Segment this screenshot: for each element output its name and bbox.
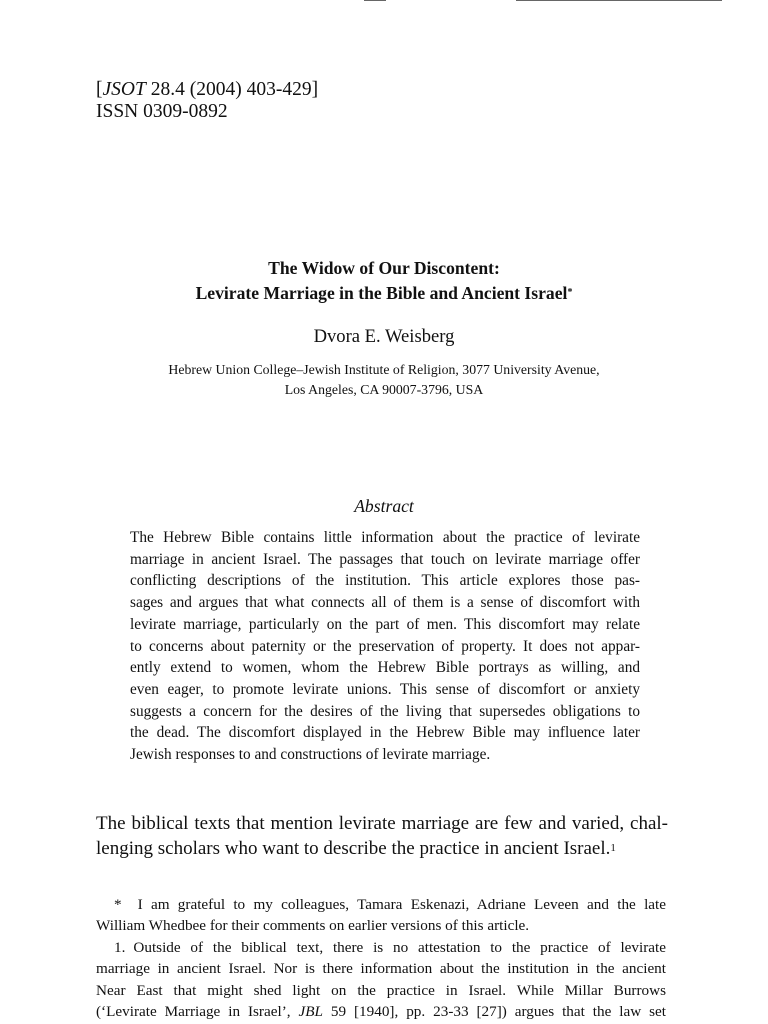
footnote-1-line-2: marriage in ancient Israel. Nor is there information about the institution in the ancient [96,960,666,978]
abstract-body [130,527,640,766]
body-line-1: The biblical texts that mention levirate marriage are few and varied, chal- [96,813,668,834]
abstract-line: suggests a concern for the desires of the living that supersedes obligations to [130,702,640,720]
citation-volume: 28.4 (2004) 403-429] [145,79,319,100]
abstract-line: Jewish responses to and constructions of levirate marriage. [130,746,491,764]
author-name: Dvora E. Weisberg [313,326,455,347]
author-affiliation [0,360,768,400]
footnotes [96,894,666,1022]
journal-citation [96,79,318,123]
title-line-2 [0,281,768,306]
footnote-1-text-1: Outside of the biblical text, there is no attestation to the practice of levirate [133,938,666,956]
top-rule-long [516,0,722,1]
journal-abbrev: JSOT [102,79,146,100]
abstract-line: marriage in ancient Israel. The passages that touch on levirate marriage offer [130,550,640,568]
title-footnote-marker[interactable]: * [567,287,573,298]
affiliation-line-1: Hebrew Union College–Jewish Institute of Religion, 3077 University Avenue, [168,362,600,377]
footnote-1-mark: 1. [114,938,126,956]
footnote-1-text-4b: 59 [1940], pp. 23-33 [27]) argues that the law set [322,1003,666,1021]
footnote-1-line-1 [96,937,666,958]
abstract-line: the dead. The discomfort displayed in the Hebrew Bible may influence later [130,724,640,742]
citation-open: [ [96,79,103,100]
title-line-2-text: Levirate Marriage in the Bible and Ancient Israel [195,283,568,303]
title-line-1: The Widow of Our Discontent: [268,258,500,278]
abstract-line: sages and argues that what connects all of them is a sense of discomfort with [130,594,640,612]
footnote-star-text-1: I am grateful to my colleagues, Tamara Eskenazi, Adriane Leveen and the late [137,896,666,913]
footnote-ref-1[interactable]: 1 [610,841,616,854]
footnote-1-journal: JBL [298,1003,323,1021]
footnote-star-line-2: William Whedbee for their comments on earlier versions of this article. [96,917,530,935]
body-line-2 [96,837,668,862]
abstract-line: ently extend to women, whom the Hebrew Bible portrays as willing, and [130,659,640,677]
footnote-star-mark: * [114,896,122,913]
abstract-line: levirate marriage, particularly on the part of men. This discomfort may relate [130,615,640,633]
footnote-star-line-1 [96,894,666,915]
body-line-2-text: lenging scholars who want to describe the practice in ancient Israel. [96,837,611,859]
top-rule-short [364,0,386,1]
abstract-line: conflicting descriptions of the institution. This article explores those pas- [130,572,640,590]
footnote-1-line-3: Near East that might shed light on the practice in Israel. While Millar Burrows [96,981,666,999]
footnote-1-line-4 [96,1001,666,1022]
issn: ISSN 0309-0892 [96,101,228,122]
article-title [0,256,768,306]
abstract-line: even eager, to promote levirate unions. This sense of discomfort or anxiety [130,680,640,698]
footnote-1-text-4a: (‘Levirate Marriage in Israel’, [96,1003,299,1021]
citation-line [96,79,318,101]
abstract-line: to concerns about paternity or the preservation of property. It does not appar- [130,637,640,655]
abstract-line: The Hebrew Bible contains little information about the practice of levirate [130,529,640,546]
affiliation-line-2: Los Angeles, CA 90007-3796, USA [284,382,484,397]
abstract-heading: Abstract [354,496,414,516]
body-paragraph [96,812,668,861]
